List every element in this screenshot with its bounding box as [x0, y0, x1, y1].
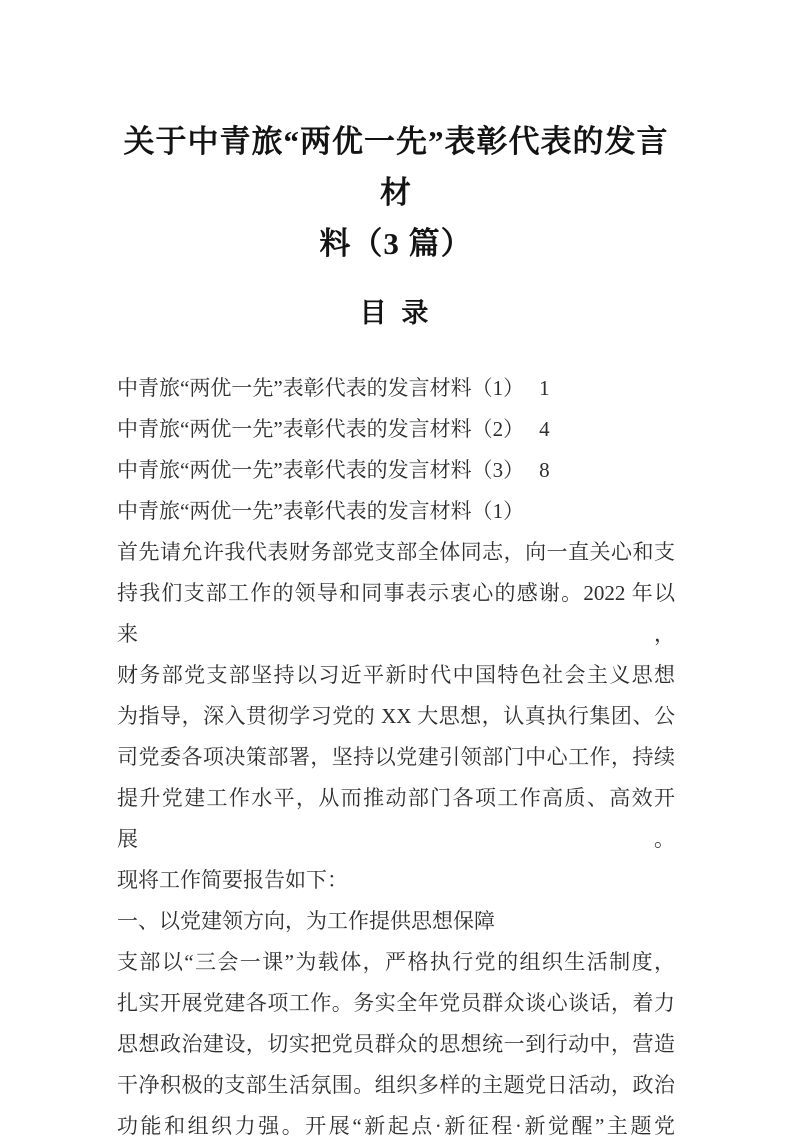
- paragraph: [117, 532, 675, 901]
- toc-item-label: 中青旅“两优一先”表彰代表的发言材料（3）: [117, 458, 525, 482]
- toc-item-page: 8: [539, 458, 550, 482]
- toc-item: [117, 450, 675, 491]
- text-line: 司党委各项决策部署，坚持以党建引领部门中心工作，持续: [117, 745, 675, 769]
- toc-item-page: 1: [539, 376, 550, 400]
- toc-item: [117, 409, 675, 450]
- toc-item-label: 中青旅“两优一先”表彰代表的发言材料（2）: [117, 417, 525, 441]
- text-line: 思想政治建设，切实把党员群众的思想统一到行动中，营造: [117, 1032, 675, 1056]
- toc-heading: 目 录: [359, 298, 433, 328]
- document-title: [117, 116, 675, 269]
- text-line: 提升党建工作水平，从而推动部门各项工作高质、高效开展。: [117, 786, 675, 851]
- text-line: 现将工作简要报告如下：: [117, 868, 348, 892]
- text-line: 持我们支部工作的领导和同事表示衷心的感谢。2022 年以来，: [117, 581, 675, 646]
- text-line: 功能和组织力强。开展“新起点·新征程·新觉醒”主题党: [117, 1114, 675, 1138]
- document-title-line-2: 料（3 篇）: [319, 226, 473, 261]
- text-line: 干净积极的支部生活氛围。组织多样的主题党日活动，政治: [117, 1073, 675, 1097]
- text-line: 一、以党建领方向，为工作提供思想保障: [117, 909, 495, 933]
- section-title: 中青旅“两优一先”表彰代表的发言材料（1）: [117, 499, 525, 523]
- document-content: [117, 368, 675, 1147]
- toc-item-page: 4: [539, 417, 550, 441]
- text-line: 财务部党支部坚持以习近平新时代中国特色社会主义思想: [117, 663, 675, 687]
- text-line: 首先请允许我代表财务部党支部全体同志，向一直关心和支: [117, 540, 675, 564]
- text-line: 支部以“三会一课”为载体，严格执行党的组织生活制度，: [117, 950, 675, 974]
- paragraph: [117, 942, 675, 1147]
- document-title-line-1: 关于中青旅“两优一先”表彰代表的发言材: [123, 124, 669, 210]
- paragraph-heading: [117, 901, 675, 942]
- text-line: 为指导，深入贯彻学习党的 XX 大思想，认真执行集团、公: [117, 704, 675, 728]
- toc-item-label: 中青旅“两优一先”表彰代表的发言材料（1）: [117, 376, 525, 400]
- toc-item: [117, 368, 675, 409]
- text-line: 扎实开展党建各项工作。务实全年党员群众谈心谈话，着力: [117, 991, 675, 1015]
